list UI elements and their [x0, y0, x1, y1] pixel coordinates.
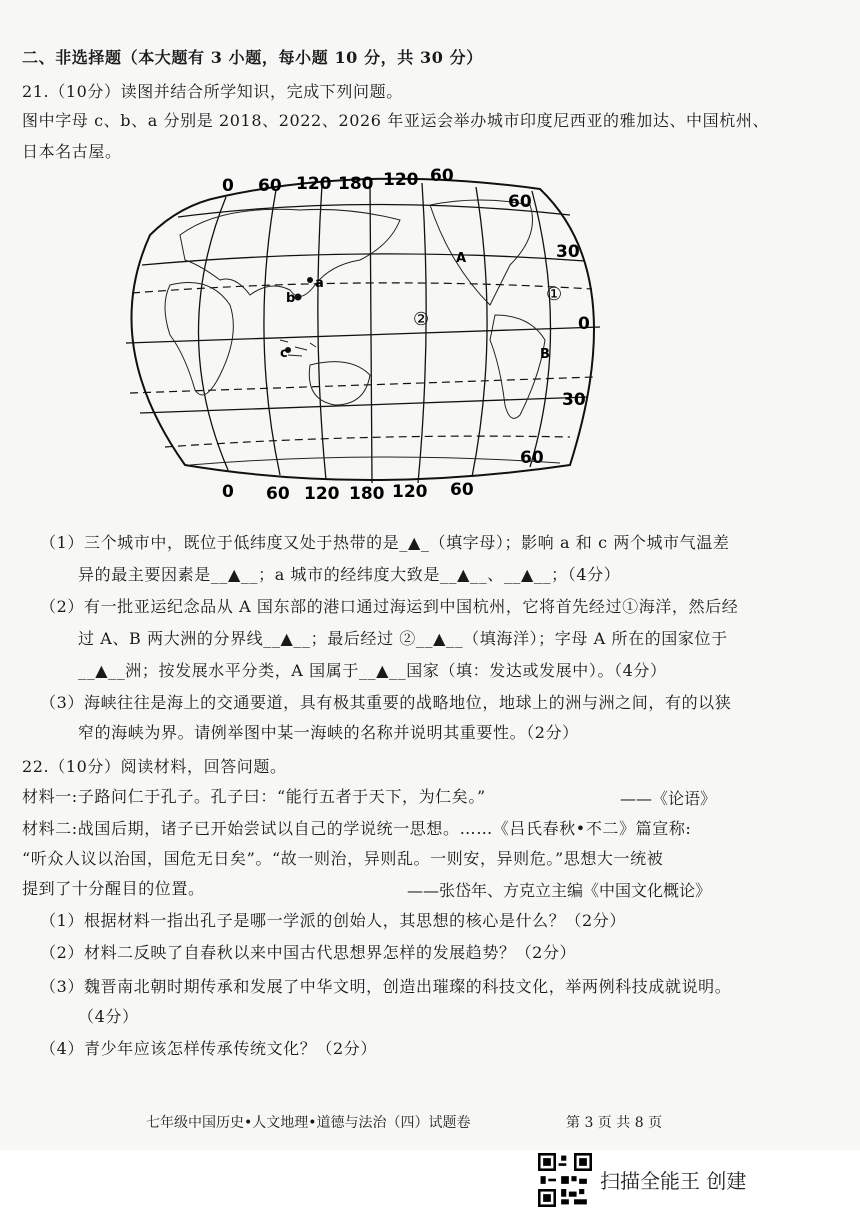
q21-part1-line-1: （1）三个城市中，既位于低纬度又处于热带的是_▲_（填字母）；影响 a 和 c 两个城市气温差 — [40, 533, 730, 552]
q21-intro-line-2: 图中字母 c、b、a 分别是 2018、2022、2026 年亚运会举办城市印度尼西亚的雅加达、中国杭州、 — [22, 111, 770, 130]
right-label-60s: 60 — [520, 448, 544, 468]
right-label-30n: 30 — [556, 242, 580, 262]
q21-part2-line-1: （2）有一批亚运纪念品从 A 国东部的港口通过海运到中国杭州，它将首先经过①海洋，然后经 — [40, 597, 739, 616]
watermark-text: 扫描全能王 创建 — [600, 1169, 747, 1193]
meridian-180 — [370, 183, 372, 483]
q22-sub-3-line-2: （4分） — [78, 1007, 139, 1026]
right-label-0: 0 — [578, 314, 590, 334]
q21-intro-line-1: 21.（10分）读图并结合所学知识，完成下列问题。 — [22, 82, 403, 101]
world-map-figure — [100, 165, 630, 505]
q22-material-2-line-2: “听众人议以治国，国危无日矣”。“故一则治，异则乱。一则安，异则危。”思想大一统被 — [22, 849, 664, 868]
q21-part3-line-1: （3）海峡往往是海上的交通要道，具有极其重要的战略地位，地球上的洲与洲之间，有的以狭 — [40, 693, 732, 712]
q22-sub-4: （4）青少年应该怎样传承传统文化？（2分） — [40, 1039, 377, 1058]
q22-intro: 22.（10分）阅读材料，回答问题。 — [22, 757, 287, 776]
north-america-coast — [430, 200, 533, 305]
world-map — [100, 165, 630, 505]
top-label-120: 120 — [296, 174, 332, 194]
city-b-dot — [295, 294, 302, 301]
meridian-0 — [198, 197, 228, 470]
city-c-label: c — [280, 346, 288, 361]
city-b-label: b — [286, 291, 296, 306]
ocean-2-label: ② — [413, 309, 430, 330]
tropic-capricorn — [130, 377, 594, 393]
city-a-label: a — [315, 276, 324, 291]
top-label-180: 180 — [338, 174, 374, 194]
qr-code-icon — [538, 1153, 592, 1207]
continent-B-label: B — [540, 347, 550, 362]
q22-sub-3-line-1: （3）魏晋南北朝时期传承和发展了中华文明，创造出璀璨的科技文化，举两例科技成就说明。 — [40, 977, 732, 996]
section-heading: 二、非选择题（本大题有 3 小题，每小题 10 分，共 30 分） — [22, 48, 483, 67]
bottom-label-120w: 120 — [392, 482, 428, 502]
top-label-0: 0 — [222, 176, 234, 196]
meridian-60w — [472, 187, 487, 477]
city-a-dot — [307, 277, 313, 283]
q21-part1-line-2: 异的最主要因素是__▲__；a 城市的经纬度大致是__▲__、__▲__；（4分） — [78, 565, 621, 584]
q22-material-2-source: ——张岱年、方克立主编《中国文化概论》 — [407, 881, 712, 900]
meridian-60e — [264, 190, 280, 475]
ocean-1-label: ① — [546, 284, 563, 305]
top-label-60: 60 — [258, 176, 282, 196]
bottom-label-60: 60 — [266, 484, 290, 504]
bottom-label-0: 0 — [222, 482, 234, 502]
footer-page-number: 第 3 页 共 8 页 — [566, 1115, 663, 1131]
country-A-label: A — [456, 251, 467, 266]
top-label-60w: 60 — [430, 166, 454, 186]
bottom-label-60w: 60 — [450, 480, 474, 500]
q21-part2-line-3: __▲__洲；按发展水平分类，A 国属于__▲__国家（填：发达或发展中）。（4分） — [78, 661, 667, 680]
right-label-60n: 60 — [508, 192, 532, 212]
bottom-label-120: 120 — [304, 484, 340, 504]
q21-part3-line-2: 窄的海峡为界。请例举图中某一海峡的名称并说明其重要性。（2分） — [78, 723, 579, 742]
antarctic-circle — [165, 436, 570, 447]
q22-material-1-source: ——《论语》 — [620, 789, 717, 808]
q22-material-1: 材料一:子路问仁于孔子。孔子曰：“能行五者于天下，为仁矣。” — [22, 787, 486, 806]
equator — [126, 327, 600, 343]
q21-part2-line-2: 过 A、B 两大洲的分界线__▲__；最后经过 ②__▲__（填海洋）；字母 A 所在的国家位于 — [78, 629, 728, 648]
footer-title: 七年级中国历史•人文地理•道德与法治（四）试题卷 — [146, 1115, 471, 1131]
q22-sub-1: （1）根据材料一指出孔子是哪一学派的创始人，其思想的核心是什么？（2分） — [40, 911, 626, 930]
q22-sub-2: （2）材料二反映了自春秋以来中国古代思想界怎样的发展趋势？（2分） — [40, 943, 577, 962]
bottom-label-180: 180 — [349, 484, 385, 504]
antarctica-coast — [190, 457, 560, 465]
q22-material-2-line-1: 材料二:战国后期，诸子已开始尝试以自己的学说统一思想。……《吕氏春秋•不二》篇宣称: — [22, 819, 692, 838]
meridian-120e — [318, 185, 326, 480]
q21-intro-line-3: 日本名古屋。 — [22, 142, 122, 161]
top-label-120w: 120 — [383, 170, 419, 190]
right-label-30s: 30 — [562, 390, 586, 410]
q22-material-2-line-3: 提到了十分醒目的位置。 — [22, 879, 205, 898]
